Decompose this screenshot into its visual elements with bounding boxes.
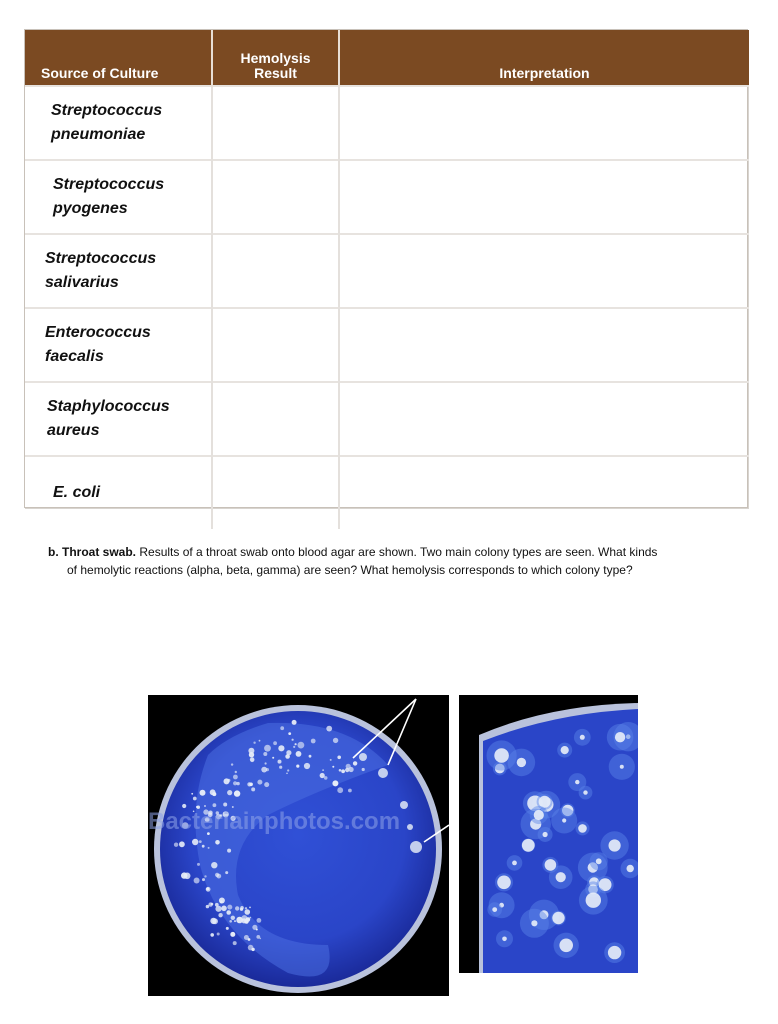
colony [543,832,548,837]
colony [583,790,587,794]
colony [292,739,294,741]
watermark-text: Bacteriainphotos.com [148,808,401,835]
colony [227,790,232,795]
colony [311,739,316,744]
colony [233,775,238,780]
colony [220,900,223,903]
interpretation-cell[interactable] [339,456,749,529]
colony [293,746,295,748]
colony [337,756,341,760]
colony [212,918,218,924]
colony [609,839,621,851]
colony [326,726,332,732]
organism-genus: E. coli [53,484,101,501]
colony [253,742,255,744]
colony [249,907,251,909]
colony [247,782,251,786]
culture-source-cell [25,456,212,529]
hemolysis-result-cell[interactable] [212,234,339,308]
colony [497,876,511,890]
colony [206,905,209,908]
colony [362,768,365,771]
header-hemolysis-result [212,30,339,86]
colony [512,861,517,866]
organism-species: faecalis [45,348,104,365]
colony [202,878,205,881]
colony [586,893,601,908]
table-row [25,86,749,160]
colony [204,805,206,807]
header-hemolysis-line: Hemolysis [240,50,311,66]
colony [233,781,237,785]
colony [265,762,267,764]
colony [215,906,221,912]
colony [400,801,408,809]
colony [324,776,328,780]
colony [230,932,235,937]
culture-source-cell [25,234,212,308]
hemolysis-result-cell[interactable] [212,308,339,382]
colony [248,938,251,941]
table-header-row [25,30,749,86]
colony [259,740,261,742]
colony [235,906,239,910]
colony [298,742,305,749]
colony [332,766,334,768]
colony [578,824,587,833]
colony [191,793,193,795]
colony [202,845,205,848]
colony [627,865,634,872]
colony [208,847,210,849]
interpretation-cell[interactable] [339,234,749,308]
colony [410,841,422,853]
colony [256,935,260,939]
colony [263,752,267,756]
organism-genus: Streptococcus [45,250,157,267]
colony [273,741,277,745]
colony [231,916,235,920]
table-row [25,308,749,382]
blood-agar-plate-photo [148,695,449,996]
colony [261,767,267,773]
colony [215,840,220,845]
organism-genus: Staphylococcus [47,398,170,415]
colony [348,789,352,793]
colony [200,790,206,796]
interpretation-cell[interactable] [339,86,749,160]
culture-source-cell [25,86,212,160]
colony [332,780,338,786]
colony [193,797,197,801]
question-line-2: of hemolytic reactions (alpha, beta, gamma) are seen? What hemolysis corresponds to which colony type? [67,563,633,577]
colony [539,796,551,808]
colony [531,920,537,926]
colony [252,925,257,930]
colony [233,941,237,945]
organism-species: salivarius [45,274,119,291]
colony [213,803,217,807]
organism-species: pneumoniae [51,126,146,143]
organism-genus: Streptococcus [51,102,163,119]
colony [204,875,206,877]
interpretation-cell[interactable] [339,308,749,382]
colony [226,927,229,930]
colony [561,746,569,754]
colony [517,758,526,767]
colony [194,878,200,884]
colony [192,839,198,845]
colony [257,780,262,785]
plate-illustration [148,695,449,996]
organism-species: aureus [47,422,100,439]
colony [234,790,240,796]
colony [250,917,252,919]
colony [596,858,602,864]
hemolysis-result-cell[interactable] [212,382,339,456]
colony [552,912,564,924]
top-margin [0,0,778,26]
colony [608,946,621,959]
colony [257,918,262,923]
colony [534,810,544,820]
colony [545,859,557,871]
colony [295,743,297,745]
colony [226,910,231,915]
header-interpretation: Interpretation [339,30,749,86]
colony [286,750,291,755]
colony [229,920,232,923]
colony [292,720,297,725]
header-hemolysis-line: Result [254,65,297,81]
colony [575,780,579,784]
colony [264,745,271,752]
colony [221,906,227,912]
colony [502,937,507,942]
colony [333,738,338,743]
colony [179,841,185,847]
colony [278,745,284,751]
colony [211,903,214,906]
interpretation-cell[interactable] [339,382,749,456]
header-source-of-culture: Source of Culture [25,30,212,86]
colony [225,871,228,874]
colony [556,872,566,882]
interpretation-cell[interactable] [339,160,749,234]
culture-source-cell [25,160,212,234]
hemolysis-result-cell[interactable] [212,86,339,160]
colony [287,769,289,771]
colony [242,918,247,923]
colony [211,862,217,868]
question-label: b. Throat swab. [48,545,137,559]
closeup-photo [459,695,638,973]
table-row [25,382,749,456]
colony [522,839,535,852]
colony [184,873,191,880]
colony [309,755,312,758]
colony [218,913,222,917]
colony [339,769,342,772]
colony [279,766,282,769]
colony [288,732,291,735]
colony [349,767,354,772]
table-row [25,160,749,234]
colony [245,909,251,915]
colony [620,765,624,769]
colony [210,933,214,937]
colony [227,905,232,910]
culture-source-cell [25,308,212,382]
colony [206,887,211,892]
question-line-1: Results of a throat swab onto blood agar are shown. Two main colony types are seen. What kinds [136,545,658,559]
colony [296,751,302,757]
colony [215,873,219,877]
colony [278,760,282,764]
throat-swab-question [48,543,758,579]
colony [197,863,200,866]
hemolysis-result-cell[interactable] [212,456,339,529]
colony [280,726,284,730]
table-row [25,456,749,529]
hemolysis-result-cell[interactable] [212,160,339,234]
colony [559,939,573,953]
culture-source-cell [25,382,212,456]
table-row [25,234,749,308]
colony [615,732,625,742]
colony [212,792,216,796]
colony [580,735,585,740]
colony [264,782,269,787]
colony [227,779,230,782]
organism-species: pyogenes [53,200,128,217]
colony [248,945,254,951]
colony [353,761,357,765]
colony [217,933,220,936]
colony [231,763,233,765]
colony [304,763,310,769]
colony [251,787,255,791]
colony [407,824,413,830]
colony [250,758,254,762]
colony [378,768,388,778]
colony [337,787,343,793]
colony [494,748,509,763]
organism-genus: Enterococcus [45,324,151,341]
colony [223,803,227,807]
colony [240,908,243,911]
colony [272,757,274,759]
colony [286,773,288,775]
colony [235,771,237,773]
organism-genus: Streptococcus [53,176,165,193]
colony [174,843,178,847]
colony [227,849,231,853]
colony [245,907,247,909]
closeup-illustration [459,695,638,973]
colony [562,818,566,822]
hemolysis-table [24,29,748,508]
colony [234,920,236,922]
colony [330,759,332,761]
colony [296,765,299,768]
colony [322,769,324,771]
colony [248,748,254,754]
colony [492,907,497,912]
colony [199,840,202,843]
colony [359,753,367,761]
colony [341,769,345,773]
